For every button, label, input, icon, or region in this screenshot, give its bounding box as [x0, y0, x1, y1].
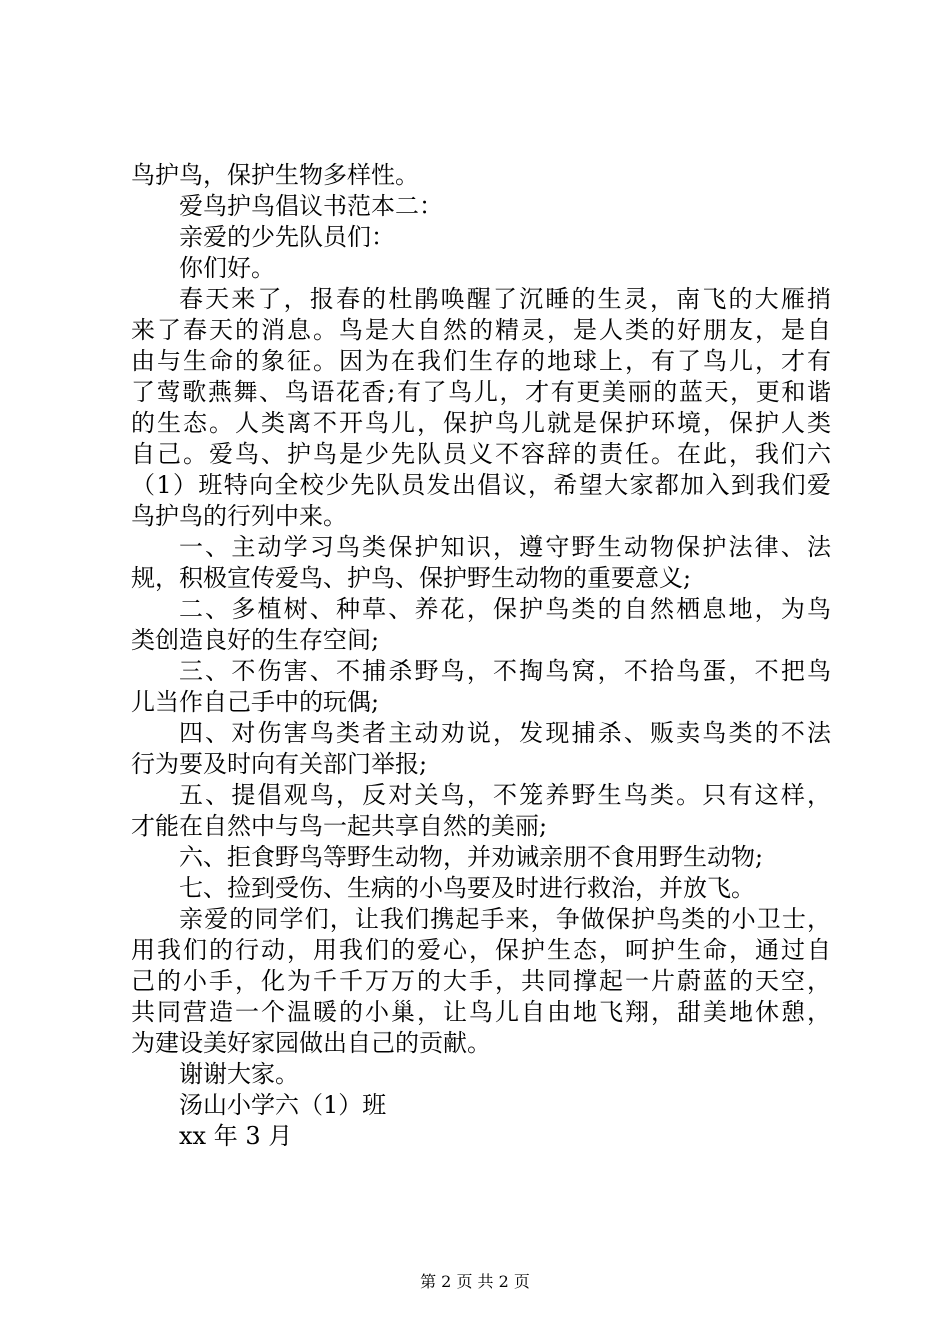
text-line: 四、对伤害鸟类者主动劝说，发现捕杀、贩卖鸟类的不法 [179, 719, 831, 747]
text-line: 共同营造一个温暖的小巢，让鸟儿自由地飞翔，甜美地休憩， [131, 998, 831, 1026]
text-line: 规，积极宣传爱鸟、护鸟、保护野生动物的重要意义; [131, 564, 692, 592]
text-line: 来了春天的消息。鸟是大自然的精灵，是人类的好朋友，是自 [131, 316, 831, 344]
text-line: 七、捡到受伤、生病的小鸟要及时进行救治，并放飞。 [179, 874, 755, 902]
text-line: 用我们的行动，用我们的爱心，保护生态，呵护生命，通过自 [131, 936, 831, 964]
text-line: （1）班特向全校少先队员发出倡议，希望大家都加入到我们爱 [131, 471, 831, 499]
text-line: 六、拒食野鸟等野生动物，并劝诫亲朋不食用野生动物; [179, 843, 764, 871]
page-footer: 第 2 页 共 2 页 [420, 1272, 530, 1291]
text-line: 由与生命的象征。因为在我们生存的地球上，有了鸟儿，才有 [131, 347, 831, 375]
text-line: 了莺歌燕舞、鸟语花香;有了鸟儿，才有更美丽的蓝天，更和谐 [131, 378, 831, 406]
text-line: 行为要及时向有关部门举报; [131, 750, 428, 778]
text-line: 三、不伤害、不捕杀野鸟，不掏鸟窝，不拾鸟蛋，不把鸟 [179, 657, 831, 685]
text-line: 儿当作自己手中的玩偶; [131, 688, 380, 716]
text-line: 亲爱的同学们，让我们携起手来，争做保护鸟类的小卫士， [179, 905, 831, 933]
text-line: 你们好。 [179, 254, 275, 282]
text-line: xx 年 3 月 [179, 1122, 293, 1150]
text-line: 五、提倡观鸟，反对关鸟，不笼养野生鸟类。只有这样， [179, 781, 831, 809]
text-line: 自己。爱鸟、护鸟是少先队员义不容辞的责任。在此，我们六 [131, 440, 831, 468]
text-line: 为建设美好家园做出自己的贡献。 [131, 1029, 491, 1057]
text-line: 鸟护鸟的行列中来。 [131, 502, 347, 530]
text-line: 鸟护鸟，保护生物多样性。 [131, 161, 419, 189]
text-line: 一、主动学习鸟类保护知识，遵守野生动物保护法律、法 [179, 533, 831, 561]
text-line: 亲爱的少先队员们： [179, 223, 395, 251]
text-line: 的生态。人类离不开鸟儿，保护鸟儿就是保护环境，保护人类 [131, 409, 831, 437]
text-line: 己的小手，化为千千万万的大手，共同撑起一片蔚蓝的天空， [131, 967, 831, 995]
text-line: 谢谢大家。 [179, 1060, 299, 1088]
text-line: 汤山小学六（1）班 [179, 1091, 387, 1119]
text-line: 类创造良好的生存空间; [131, 626, 380, 654]
text-line: 才能在自然中与鸟一起共享自然的美丽; [131, 812, 548, 840]
text-line: 二、多植树、种草、养花，保护鸟类的自然栖息地，为鸟 [179, 595, 831, 623]
text-line: 春天来了，报春的杜鹃唤醒了沉睡的生灵，南飞的大雁捎 [179, 285, 831, 313]
document-body [131, 160, 831, 1152]
text-line: 爱鸟护鸟倡议书范本二： [179, 192, 443, 220]
